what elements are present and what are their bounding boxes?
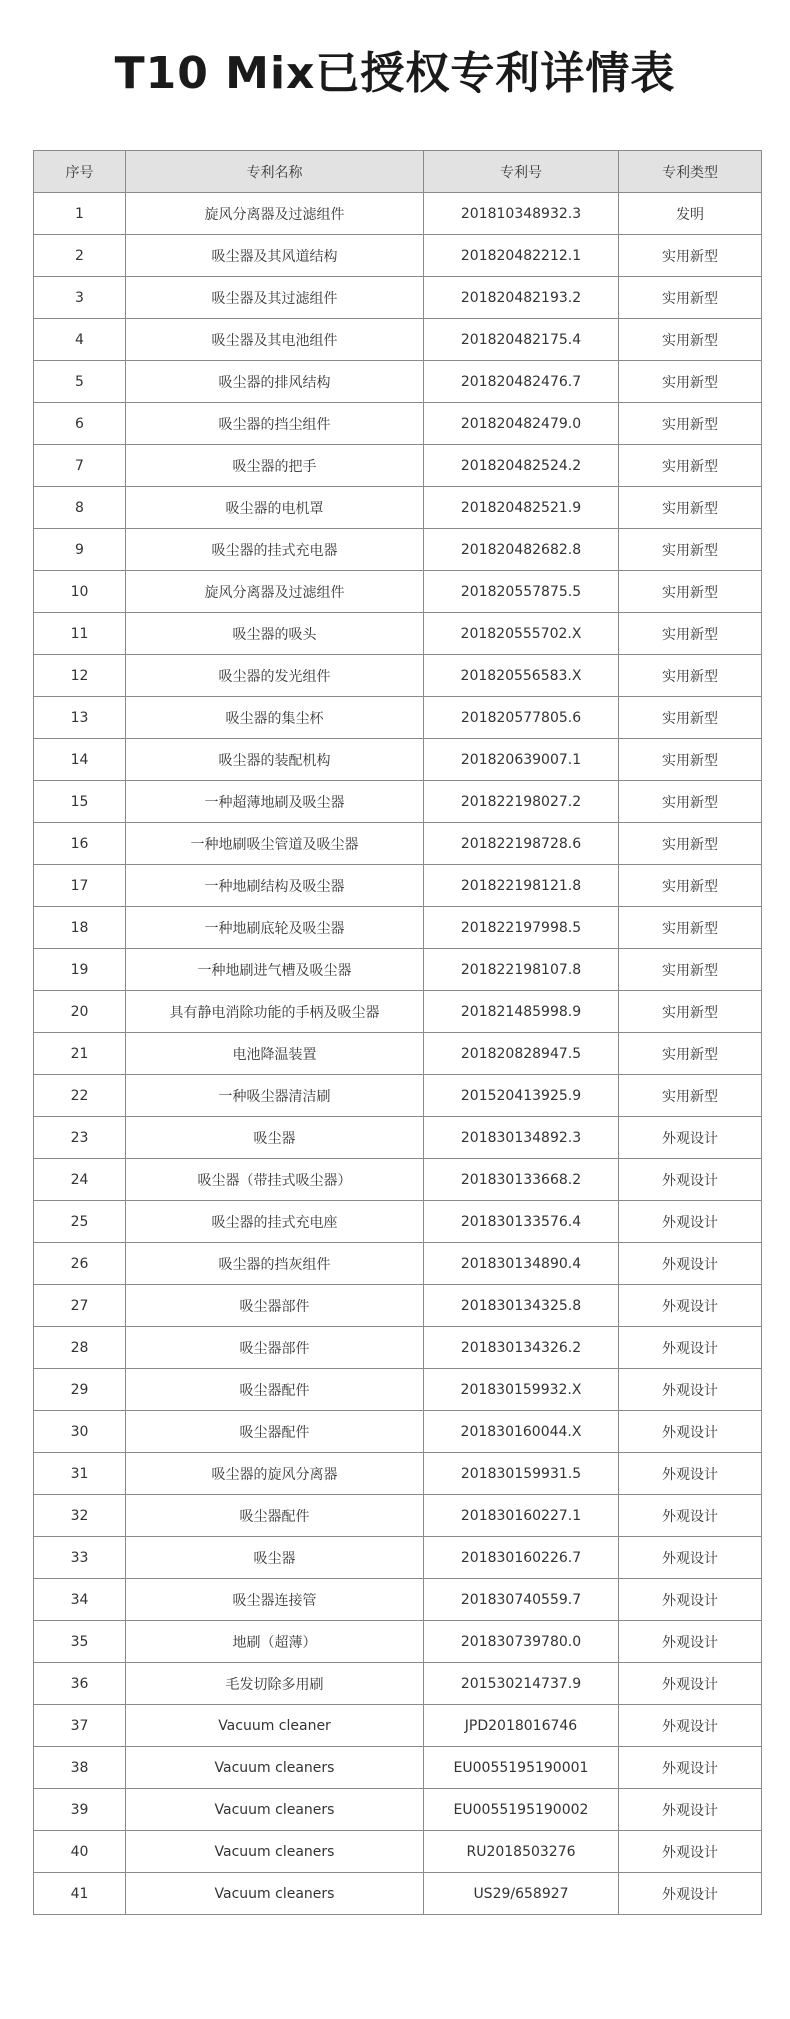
cell-patent-number: 201820482524.2 [424,445,619,487]
cell-patent-name: 吸尘器的装配机构 [126,739,424,781]
cell-patent-name: 吸尘器配件 [126,1495,424,1537]
cell-patent-type: 实用新型 [619,403,762,445]
patent-table-container [33,150,761,1915]
cell-patent-type: 外观设计 [619,1747,762,1789]
table-row [34,571,762,613]
cell-patent-type: 外观设计 [619,1621,762,1663]
cell-patent-type: 实用新型 [619,277,762,319]
cell-patent-number: 201530214737.9 [424,1663,619,1705]
table-row [34,277,762,319]
cell-index: 32 [34,1495,126,1537]
table-row [34,193,762,235]
cell-patent-name: 吸尘器连接管 [126,1579,424,1621]
cell-patent-number: 201810348932.3 [424,193,619,235]
cell-index: 2 [34,235,126,277]
cell-patent-type: 实用新型 [619,361,762,403]
cell-patent-type: 实用新型 [619,445,762,487]
cell-patent-type: 实用新型 [619,319,762,361]
cell-patent-number: 201820482476.7 [424,361,619,403]
cell-patent-name: 吸尘器配件 [126,1369,424,1411]
cell-index: 11 [34,613,126,655]
table-row [34,1075,762,1117]
cell-patent-number: 201830134890.4 [424,1243,619,1285]
cell-patent-name: 吸尘器部件 [126,1285,424,1327]
cell-patent-name: 吸尘器配件 [126,1411,424,1453]
cell-patent-name: 毛发切除多用刷 [126,1663,424,1705]
cell-patent-type: 外观设计 [619,1579,762,1621]
table-row [34,655,762,697]
cell-index: 13 [34,697,126,739]
cell-patent-number: 201830159932.X [424,1369,619,1411]
cell-patent-type: 外观设计 [619,1159,762,1201]
cell-patent-number: 201820482175.4 [424,319,619,361]
cell-patent-number: US29/658927 [424,1873,619,1915]
cell-patent-type: 实用新型 [619,949,762,991]
cell-patent-type: 外观设计 [619,1243,762,1285]
cell-patent-number: 201830134892.3 [424,1117,619,1159]
header-patent-number: 专利号 [424,151,619,193]
cell-patent-type: 实用新型 [619,907,762,949]
cell-patent-type: 外观设计 [619,1453,762,1495]
table-row [34,1579,762,1621]
cell-index: 12 [34,655,126,697]
cell-patent-name: 吸尘器及其电池组件 [126,319,424,361]
cell-patent-name: 吸尘器的电机罩 [126,487,424,529]
cell-patent-type: 外观设计 [619,1537,762,1579]
table-row [34,1873,762,1915]
cell-patent-type: 外观设计 [619,1411,762,1453]
cell-patent-number: 201822198027.2 [424,781,619,823]
table-row [34,445,762,487]
header-patent-type: 专利类型 [619,151,762,193]
cell-patent-number: 201820828947.5 [424,1033,619,1075]
cell-index: 23 [34,1117,126,1159]
cell-index: 24 [34,1159,126,1201]
cell-patent-name: 一种地刷底轮及吸尘器 [126,907,424,949]
cell-patent-name: 吸尘器的挂式充电座 [126,1201,424,1243]
cell-patent-name: 吸尘器及其过滤组件 [126,277,424,319]
table-row [34,1747,762,1789]
cell-patent-name: 吸尘器的挡灰组件 [126,1243,424,1285]
cell-patent-type: 外观设计 [619,1789,762,1831]
cell-patent-type: 实用新型 [619,739,762,781]
table-row [34,1243,762,1285]
table-row [34,1495,762,1537]
table-row [34,865,762,907]
cell-patent-name: 旋风分离器及过滤组件 [126,193,424,235]
cell-patent-type: 实用新型 [619,487,762,529]
cell-patent-number: 201830160226.7 [424,1537,619,1579]
cell-patent-name: Vacuum cleaner [126,1705,424,1747]
cell-patent-type: 实用新型 [619,571,762,613]
cell-patent-name: 地刷（超薄） [126,1621,424,1663]
cell-index: 1 [34,193,126,235]
cell-patent-name: 一种地刷吸尘管道及吸尘器 [126,823,424,865]
cell-patent-type: 实用新型 [619,1033,762,1075]
cell-patent-type: 外观设计 [619,1705,762,1747]
cell-patent-name: 吸尘器的集尘杯 [126,697,424,739]
cell-patent-number: 201830159931.5 [424,1453,619,1495]
cell-index: 19 [34,949,126,991]
cell-patent-type: 外观设计 [619,1663,762,1705]
cell-index: 18 [34,907,126,949]
cell-patent-number: 201830739780.0 [424,1621,619,1663]
table-row [34,739,762,781]
cell-index: 30 [34,1411,126,1453]
cell-patent-name: Vacuum cleaners [126,1831,424,1873]
table-row [34,235,762,277]
cell-patent-number: 201830134326.2 [424,1327,619,1369]
cell-index: 38 [34,1747,126,1789]
cell-index: 40 [34,1831,126,1873]
cell-patent-number: 201822197998.5 [424,907,619,949]
cell-patent-number: RU2018503276 [424,1831,619,1873]
cell-patent-name: 吸尘器及其风道结构 [126,235,424,277]
cell-index: 10 [34,571,126,613]
cell-patent-name: Vacuum cleaners [126,1747,424,1789]
cell-patent-name: 一种吸尘器清洁刷 [126,1075,424,1117]
table-row [34,1369,762,1411]
table-row [34,907,762,949]
cell-patent-type: 外观设计 [619,1117,762,1159]
table-row [34,487,762,529]
cell-patent-number: 201820482521.9 [424,487,619,529]
cell-patent-name: 电池降温装置 [126,1033,424,1075]
table-header-row [34,151,762,193]
cell-patent-number: 201820555702.X [424,613,619,655]
cell-patent-name: 旋风分离器及过滤组件 [126,571,424,613]
header-patent-name: 专利名称 [126,151,424,193]
table-row [34,1789,762,1831]
cell-index: 6 [34,403,126,445]
cell-index: 16 [34,823,126,865]
cell-index: 3 [34,277,126,319]
cell-patent-number: 201822198107.8 [424,949,619,991]
cell-index: 31 [34,1453,126,1495]
cell-patent-type: 外观设计 [619,1831,762,1873]
table-row [34,1621,762,1663]
table-row [34,1705,762,1747]
cell-patent-number: 201520413925.9 [424,1075,619,1117]
cell-index: 25 [34,1201,126,1243]
cell-patent-number: EU0055195190002 [424,1789,619,1831]
cell-patent-name: 一种超薄地刷及吸尘器 [126,781,424,823]
cell-index: 34 [34,1579,126,1621]
cell-index: 22 [34,1075,126,1117]
cell-patent-number: 201830160044.X [424,1411,619,1453]
cell-patent-type: 外观设计 [619,1495,762,1537]
table-row [34,823,762,865]
table-row [34,403,762,445]
cell-patent-type: 实用新型 [619,613,762,655]
table-row [34,949,762,991]
table-row [34,529,762,571]
cell-patent-name: 吸尘器的把手 [126,445,424,487]
table-row [34,1537,762,1579]
cell-patent-type: 外观设计 [619,1327,762,1369]
cell-index: 17 [34,865,126,907]
cell-index: 39 [34,1789,126,1831]
cell-patent-type: 发明 [619,193,762,235]
cell-patent-number: 201830133576.4 [424,1201,619,1243]
cell-index: 14 [34,739,126,781]
cell-patent-number: 201820577805.6 [424,697,619,739]
cell-patent-number: 201830134325.8 [424,1285,619,1327]
cell-patent-name: 吸尘器 [126,1117,424,1159]
cell-patent-number: 201820482479.0 [424,403,619,445]
cell-patent-name: 吸尘器的发光组件 [126,655,424,697]
cell-patent-number: 201820482193.2 [424,277,619,319]
table-row [34,1117,762,1159]
cell-patent-name: 一种地刷进气槽及吸尘器 [126,949,424,991]
cell-patent-name: 吸尘器部件 [126,1327,424,1369]
cell-patent-number: 201820482212.1 [424,235,619,277]
cell-index: 35 [34,1621,126,1663]
cell-patent-type: 实用新型 [619,655,762,697]
cell-index: 4 [34,319,126,361]
cell-index: 15 [34,781,126,823]
cell-index: 41 [34,1873,126,1915]
cell-patent-type: 外观设计 [619,1873,762,1915]
cell-index: 28 [34,1327,126,1369]
cell-patent-name: 吸尘器的吸头 [126,613,424,655]
cell-index: 7 [34,445,126,487]
cell-patent-name: 吸尘器的挡尘组件 [126,403,424,445]
cell-patent-type: 实用新型 [619,697,762,739]
cell-patent-name: 吸尘器 [126,1537,424,1579]
cell-patent-name: 具有静电消除功能的手柄及吸尘器 [126,991,424,1033]
header-index: 序号 [34,151,126,193]
cell-patent-number: 201822198728.6 [424,823,619,865]
cell-patent-number: 201830160227.1 [424,1495,619,1537]
table-body [34,193,762,1915]
cell-patent-name: 一种地刷结构及吸尘器 [126,865,424,907]
cell-index: 21 [34,1033,126,1075]
table-row [34,1411,762,1453]
cell-index: 27 [34,1285,126,1327]
table-row [34,1033,762,1075]
table-row [34,781,762,823]
cell-patent-type: 实用新型 [619,865,762,907]
cell-patent-type: 实用新型 [619,991,762,1033]
cell-patent-name: Vacuum cleaners [126,1789,424,1831]
cell-patent-number: 201830133668.2 [424,1159,619,1201]
table-row [34,1831,762,1873]
table-row [34,361,762,403]
cell-index: 33 [34,1537,126,1579]
cell-index: 37 [34,1705,126,1747]
cell-patent-number: 201820556583.X [424,655,619,697]
cell-index: 5 [34,361,126,403]
cell-index: 20 [34,991,126,1033]
cell-index: 8 [34,487,126,529]
cell-patent-type: 外观设计 [619,1201,762,1243]
cell-patent-type: 外观设计 [619,1285,762,1327]
cell-patent-name: Vacuum cleaners [126,1873,424,1915]
page-title: T10 Mix已授权专利详情表 [114,48,676,99]
cell-patent-number: 201830740559.7 [424,1579,619,1621]
cell-patent-name: 吸尘器的旋风分离器 [126,1453,424,1495]
cell-patent-type: 实用新型 [619,235,762,277]
cell-patent-number: 201820557875.5 [424,571,619,613]
table-row [34,319,762,361]
cell-patent-name: 吸尘器的排风结构 [126,361,424,403]
cell-patent-type: 实用新型 [619,781,762,823]
cell-patent-number: 201821485998.9 [424,991,619,1033]
table-row [34,1201,762,1243]
table-row [34,1663,762,1705]
cell-patent-name: 吸尘器（带挂式吸尘器） [126,1159,424,1201]
cell-index: 29 [34,1369,126,1411]
table-row [34,1159,762,1201]
patent-table [33,150,762,1915]
table-row [34,991,762,1033]
table-row [34,1453,762,1495]
cell-patent-number: 201822198121.8 [424,865,619,907]
table-row [34,613,762,655]
cell-index: 9 [34,529,126,571]
cell-patent-name: 吸尘器的挂式充电器 [126,529,424,571]
table-row [34,1327,762,1369]
cell-patent-type: 外观设计 [619,1369,762,1411]
table-row [34,1285,762,1327]
cell-patent-number: 201820639007.1 [424,739,619,781]
table-row [34,697,762,739]
cell-patent-type: 实用新型 [619,1075,762,1117]
cell-index: 36 [34,1663,126,1705]
cell-patent-number: EU0055195190001 [424,1747,619,1789]
cell-patent-number: JPD2018016746 [424,1705,619,1747]
cell-index: 26 [34,1243,126,1285]
cell-patent-type: 实用新型 [619,823,762,865]
cell-patent-number: 201820482682.8 [424,529,619,571]
cell-patent-type: 实用新型 [619,529,762,571]
